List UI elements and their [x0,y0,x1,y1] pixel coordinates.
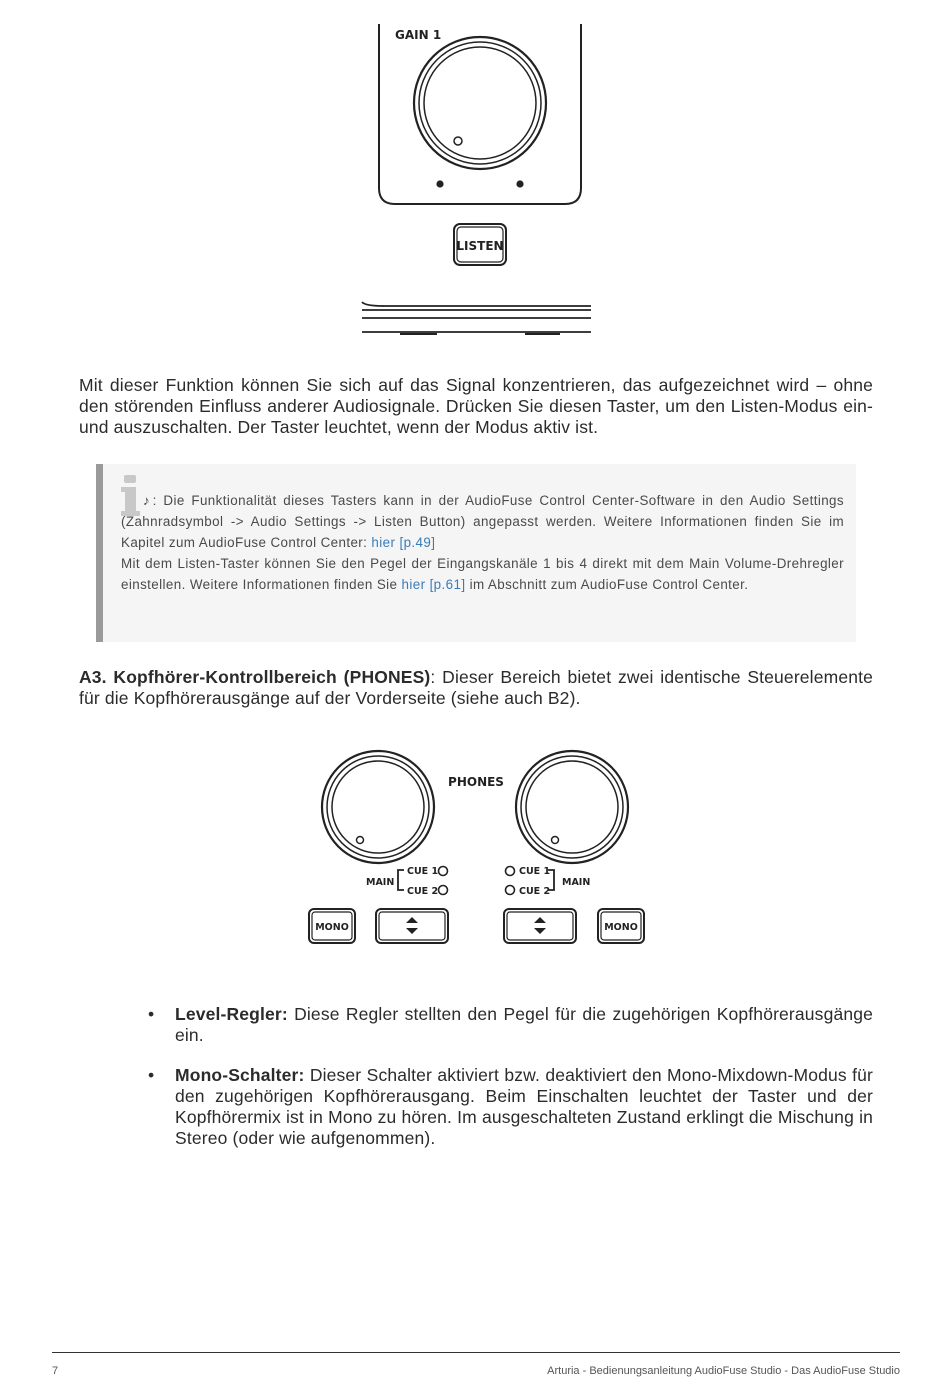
intro-paragraph: Mit dieser Funktion können Sie sich auf das Signal konzentrieren, das aufgezeichnet wird – ohne den störenden Einfluss anderer Audiosignale. Drücken Sie diesen Taster, um den Listen-Modus ein- und auszuschalten. Der Taster leuchtet, wenn der Modus aktiv ist. [79,375,873,437]
mono-button-label-left: MONO [315,922,349,933]
bullet-text: Dieser Schalter aktiviert bzw. deaktiviert den Mono-Mixdown-Modus für den zugehörigen Kopfhörerausgang. Beim Einschalten leuchtet der Taster und der Kopfhörermix ist in Mono zu hören. Im ausgeschalteten Zustand erklingt die Mischung in Stereo (oder wie aufgenommen). [175,1065,873,1148]
section-a3-text: : Dieser Bereich bietet zwei identische Steuerelemente für die Kopfhörerausgänge auf der Vorderseite (siehe auch B2). [79,667,873,708]
bullet-level-regler [148,1004,873,1046]
bullet-term: Level-Regler: [175,1004,288,1024]
mono-button-label-right: MONO [604,922,638,933]
info-note-text [121,490,844,595]
bullet-term: Mono-Schalter: [175,1065,305,1085]
footer-divider [52,1352,900,1353]
main-label-left: MAIN [366,877,395,888]
note-link-p61[interactable]: hier [p.61] [401,577,466,592]
bullet-marker: • [148,1065,155,1085]
bullet-marker: • [148,1004,155,1024]
bullet-text: Diese Regler stellten den Pegel für die zugehörigen Kopfhörerausgänge ein. [175,1004,873,1045]
note-line-2-suffix: im Abschnitt zum AudioFuse Control Center. [465,577,749,592]
cue-2-label-left: CUE 2 [407,886,439,897]
note-link-p49[interactable]: hier [p.49] [371,535,436,550]
page-number: 7 [52,1365,59,1377]
note-line-2: Mit dem Listen-Taster können Sie den Pegel der Eingangskanäle 1 bis 4 direkt mit dem Main Volume-Drehregler einstellen. Weitere Informationen finden Sie [121,556,844,592]
cue-2-label-right: CUE 2 [519,886,551,897]
gain-listen-illustration [355,20,605,340]
main-label-right: MAIN [562,877,591,888]
phones-label: PHONES [448,775,504,789]
cue-1-label-left: CUE 1 [407,866,439,877]
section-a3-paragraph [79,667,873,709]
listen-button-label: LISTEN [456,239,504,253]
info-note-box [96,464,856,642]
footer-title: Arturia - Bedienungsanleitung AudioFuse Studio - Das AudioFuse Studio [547,1365,900,1377]
phones-illustration [300,745,655,950]
section-a3-heading: A3. Kopfhörer-Kontrollbereich (PHONES) [79,667,431,687]
gain-1-label: GAIN 1 [395,28,442,42]
bullet-mono-schalter [148,1065,873,1149]
cue-1-label-right: CUE 1 [519,866,551,877]
note-line-1: ♪: Die Funktionalität dieses Tasters kann in der AudioFuse Control Center-Software in den Audio Settings (Zahnradsymbol -> Audio Settings -> Listen Button) angepasst werden. Weitere Informationen finden Sie im Kapitel zum AudioFuse Control Center: [121,493,844,550]
